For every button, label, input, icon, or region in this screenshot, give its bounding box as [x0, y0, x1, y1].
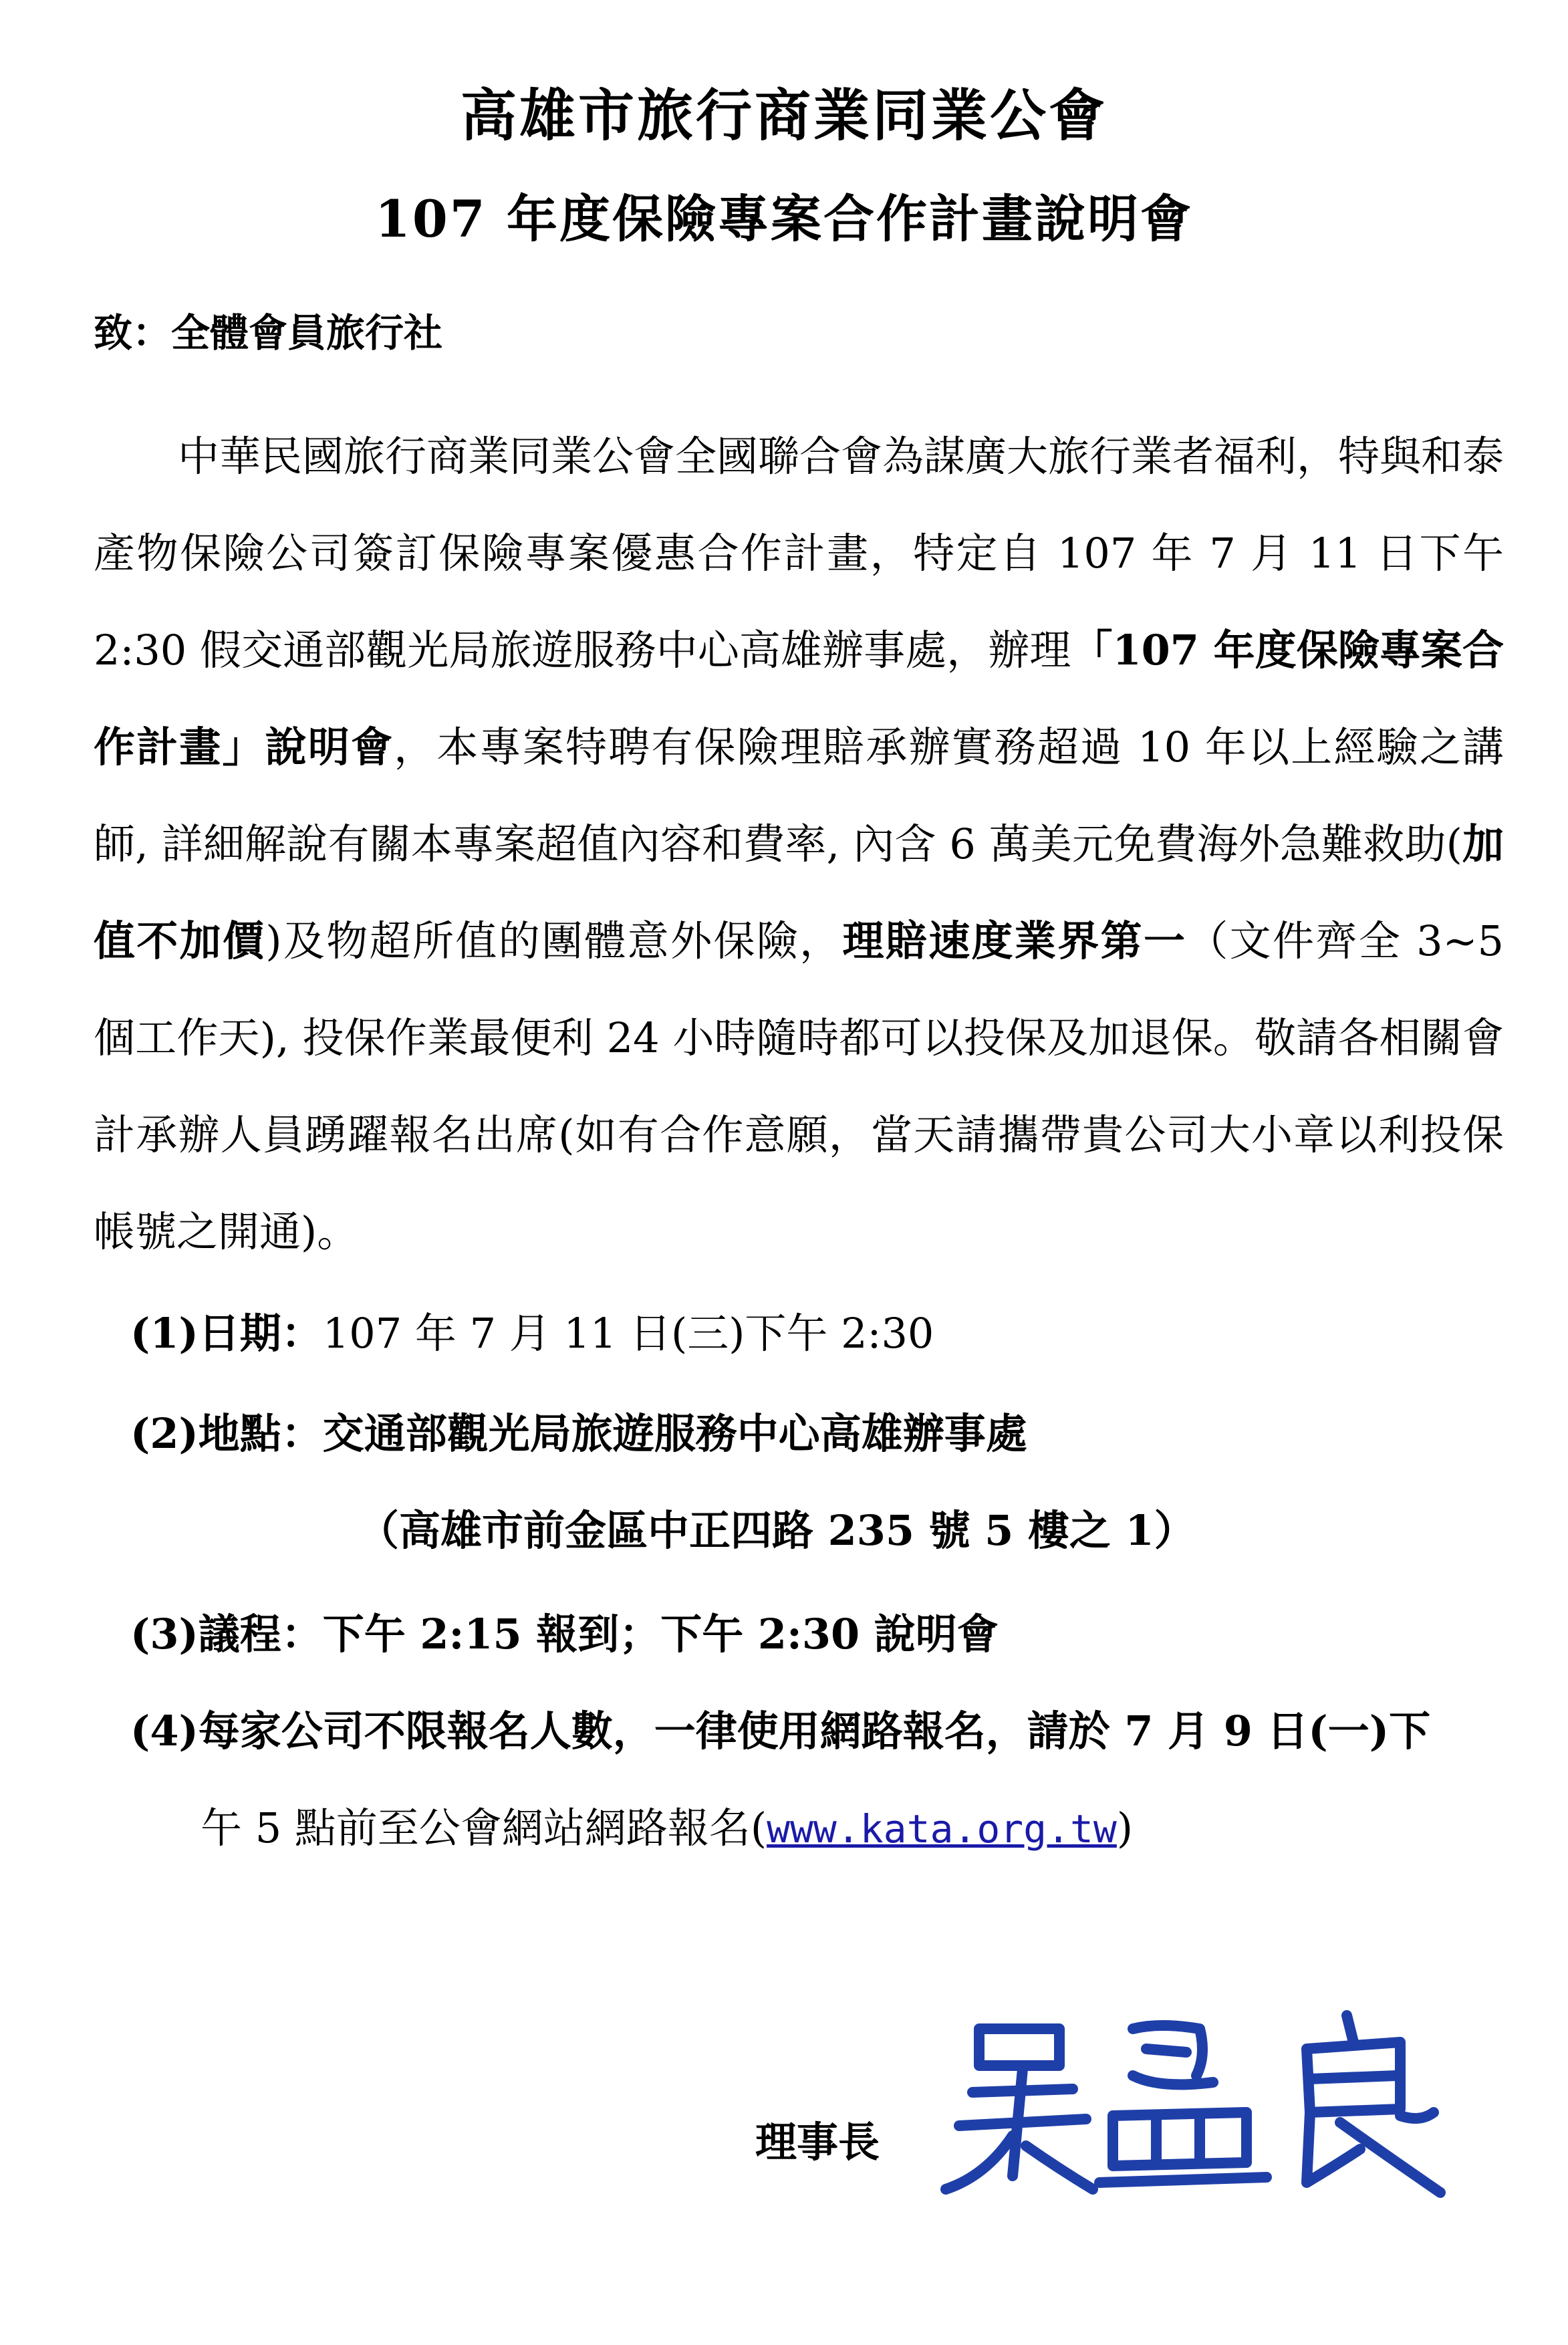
item-address: （高雄市前金區中正四路 235 號 5 樓之 1） — [358, 1506, 1196, 1555]
event-name-bold: 「107 年度保險專案合作計畫」說明會 — [94, 626, 1504, 771]
body-text-b: ，本專案特聘有保險理賠承辦實務超過 10 年以上經驗之講師, 詳細解說有關本專案超值內容和費率, 內含 6 萬美元免費海外急難救助( — [94, 723, 1504, 868]
item-date — [130, 1300, 934, 1367]
item-date-value: 107 年 7 月 11 日(三)下午 2:30 — [322, 1309, 934, 1358]
body-paragraph — [94, 408, 1504, 1280]
salutation: 致：全體會員旅行社 — [94, 310, 443, 356]
document-subtitle: 107 年度保險專案合作計畫說明會 — [374, 189, 1194, 249]
claims-speed-bold: 理賠速度業界第一 — [842, 916, 1187, 965]
body-text-a: 中華民國旅行商業同業公會全國聯合會為謀廣大旅行業者福利，特與和泰產物保險公司簽訂保險專案優惠合作計畫，特定自 107 年 7 月 11 日下午 2:30 假交通部觀光局旅遊服務中心高雄辦事處，辦理 — [94, 432, 1505, 674]
free-value-bold: 加值不加價 — [94, 820, 1504, 965]
registration-close-paren: ) — [1116, 1804, 1134, 1852]
website-link[interactable]: www.kata.org.tw — [767, 1806, 1117, 1852]
registration-text: 午 5 點前至公會網站網路報名( — [201, 1804, 767, 1852]
body-text-d: （文件齊全 3~5 個工作天), 投保作業最便利 24 小時隨時都可以投保及加退保。敬請各相關會計承辦人員踴躍報名出席(如有合作意願，當天請攜帶貴公司大小章以利投保帳號之開通)。 — [94, 916, 1504, 1256]
item-registration-continued — [201, 1795, 1133, 1862]
item-agenda: (3)議程：下午 2:15 報到；下午 2:30 說明會 — [130, 1610, 999, 1658]
item-location: (2)地點：交通部觀光局旅遊服務中心高雄辦事處 — [130, 1409, 1027, 1458]
signer-title: 理事長 — [755, 2118, 880, 2167]
body-text-c: )及物超所值的團體意外保險， — [265, 916, 843, 965]
item-registration: (4)每家公司不限報名人數，一律使用網路報名，請於 7 月 9 日(一)下 — [130, 1707, 1431, 1755]
handwritten-signature — [932, 2002, 1454, 2216]
item-date-label: (1)日期： — [130, 1309, 323, 1358]
document-title: 高雄市旅行商業同業公會 — [460, 82, 1107, 148]
